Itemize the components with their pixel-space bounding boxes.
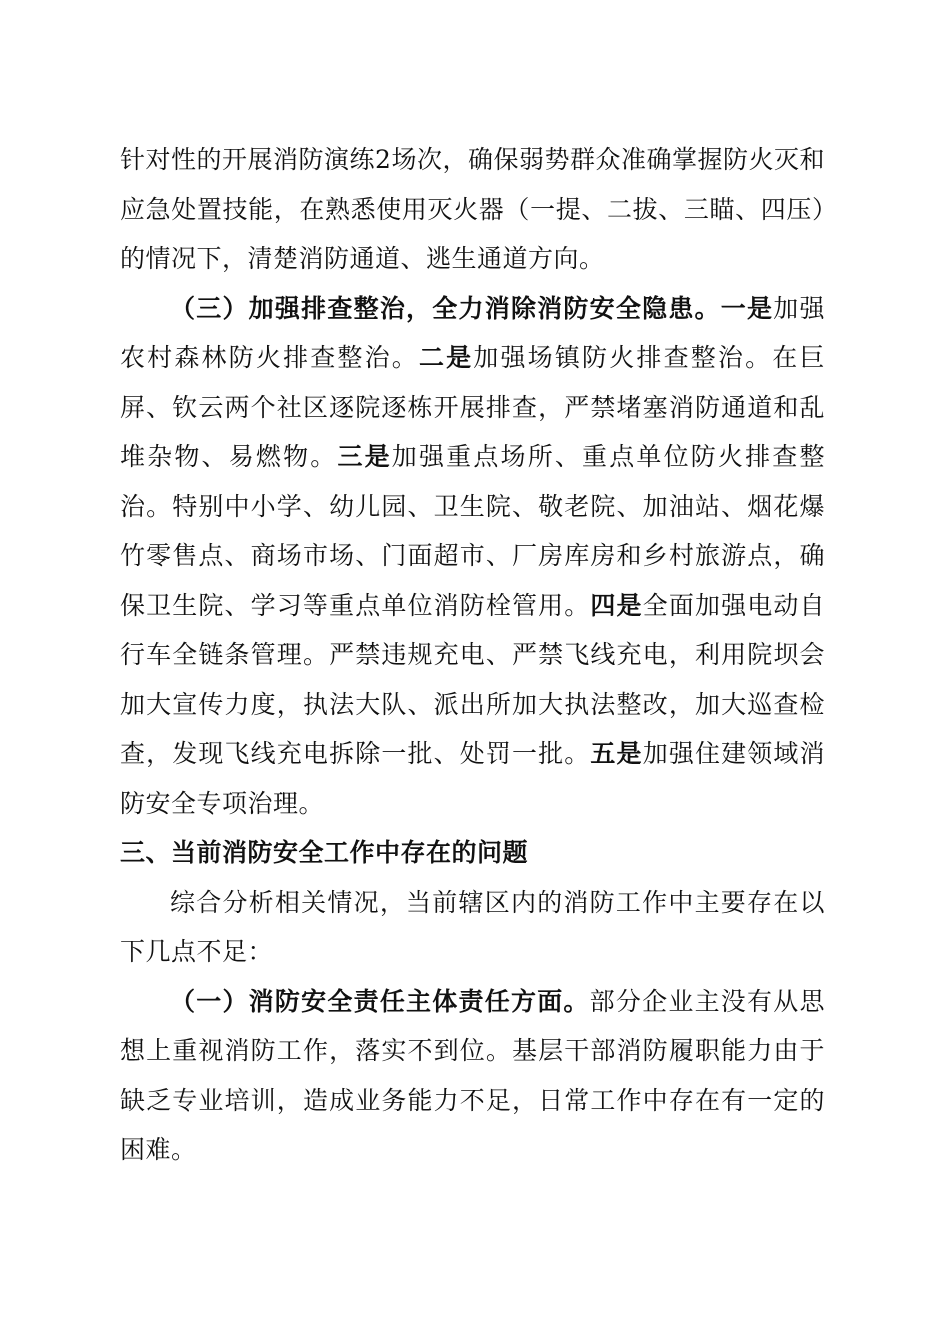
- subsection-title-1: （一）消防安全责任主体责任方面。: [170, 986, 590, 1016]
- paragraph-analysis: [120, 878, 825, 977]
- paragraph-drill: [120, 135, 825, 284]
- item-label-1: 一是: [720, 293, 774, 323]
- item-label-3: 三是: [337, 442, 392, 471]
- section-title-3: （三）加强排查整治，全力消除消防安全隐患。: [170, 293, 721, 323]
- paragraph-text: 综合分析相关情况，当前辖区内的消防工作中主要存在以下几点不足：: [120, 887, 825, 966]
- paragraph-text: 针对性的开展消防演练2场次，确保弱势群众准确掌握防火灭和应急处置技能，在熟悉使用灭火器（一提、二拔、三瞄、四压）的情况下，清楚消防通道、逃生通道方向。: [120, 145, 825, 273]
- section-heading-problems: 三、当前消防安全工作中存在的问题: [120, 838, 529, 867]
- item-label-2: 二是: [418, 343, 474, 372]
- item-text-3: 加强重点场所、重点单位防火排查整治。特别中小学、幼儿园、卫生院、敬老院、加油站、烟花爆竹零售点、商场市场、门面超市、厂房库房和乡村旅游点，确保卫生院、学习等重点单位消防栓管用。: [120, 442, 825, 620]
- paragraph-inspection: [120, 284, 825, 829]
- document-page: [120, 135, 825, 1175]
- item-text-5: 加强住建领域消防安全专项治理。: [120, 739, 825, 818]
- item-label-4: 四是: [590, 590, 643, 620]
- item-text-1: 加强农村森林防火排查整治。: [120, 293, 825, 372]
- item-text-4: 全面加强电动自行车全链条管理。严禁违规充电、严禁飞线充电，利用院坝会加大宣传力度，执法大队、派出所加大执法整改，加大巡查检查，发现飞线充电拆除一批、处罚一批。: [120, 590, 825, 768]
- item-label-5: 五是: [590, 739, 643, 768]
- paragraph-responsibility: [120, 977, 825, 1175]
- paragraph-text: 部分企业主没有从思想上重视消防工作，落实不到位。基层干部消防履职能力由于缺乏专业培训，造成业务能力不足，日常工作中存在有一定的困难。: [120, 986, 825, 1164]
- item-text-2: 加强场镇防火排查整治。在巨屏、钦云两个社区逐院逐栋开展排查，严禁堵塞消防通道和乱堆杂物、易燃物。: [120, 343, 825, 471]
